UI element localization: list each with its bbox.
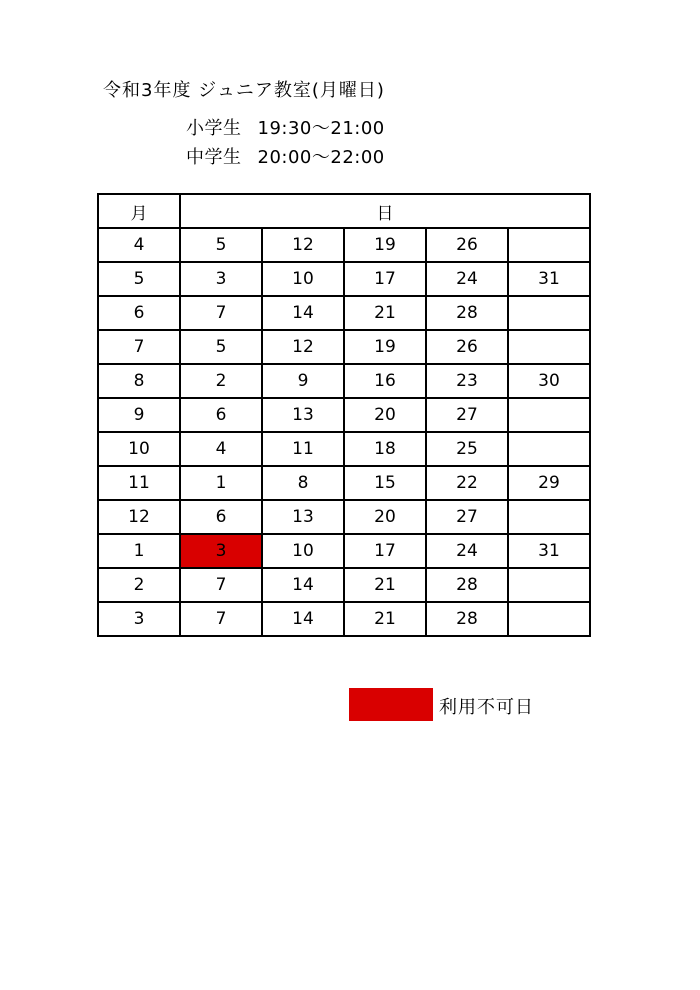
day-cell: 15 bbox=[344, 466, 426, 500]
day-cell-unavailable: 3 bbox=[180, 534, 262, 568]
day-cell: 25 bbox=[426, 432, 508, 466]
month-cell: 7 bbox=[98, 330, 180, 364]
day-cell: 4 bbox=[180, 432, 262, 466]
day-cell: 18 bbox=[344, 432, 426, 466]
time-range: 19:30〜21:00 bbox=[257, 118, 385, 139]
day-cell: 19 bbox=[344, 330, 426, 364]
month-cell: 5 bbox=[98, 262, 180, 296]
day-cell: 3 bbox=[180, 262, 262, 296]
day-cell bbox=[508, 228, 590, 262]
day-cell: 16 bbox=[344, 364, 426, 398]
legend-label: 利用不可日 bbox=[439, 697, 534, 718]
day-cell: 7 bbox=[180, 296, 262, 330]
day-cell bbox=[508, 296, 590, 330]
month-cell: 9 bbox=[98, 398, 180, 432]
table-row bbox=[98, 364, 590, 398]
header-day: 日 bbox=[180, 194, 590, 228]
day-cell: 6 bbox=[180, 500, 262, 534]
day-cell: 27 bbox=[426, 398, 508, 432]
table-row bbox=[98, 330, 590, 364]
day-cell: 5 bbox=[180, 228, 262, 262]
day-cell: 2 bbox=[180, 364, 262, 398]
day-cell: 23 bbox=[426, 364, 508, 398]
day-cell: 14 bbox=[262, 602, 344, 636]
table-row bbox=[98, 500, 590, 534]
unavailable-swatch bbox=[349, 688, 433, 721]
day-cell: 11 bbox=[262, 432, 344, 466]
table-row bbox=[98, 432, 590, 466]
day-cell: 24 bbox=[426, 534, 508, 568]
day-cell: 31 bbox=[508, 262, 590, 296]
grade-label: 中学生 bbox=[186, 147, 242, 168]
month-cell: 1 bbox=[98, 534, 180, 568]
day-cell: 14 bbox=[262, 568, 344, 602]
day-cell: 21 bbox=[344, 296, 426, 330]
day-cell: 19 bbox=[344, 228, 426, 262]
header-month: 月 bbox=[98, 194, 180, 228]
day-cell: 27 bbox=[426, 500, 508, 534]
day-cell bbox=[508, 330, 590, 364]
table-row bbox=[98, 296, 590, 330]
day-cell: 14 bbox=[262, 296, 344, 330]
month-cell: 2 bbox=[98, 568, 180, 602]
table-row bbox=[98, 228, 590, 262]
schedule-elementary bbox=[186, 114, 385, 140]
day-cell: 29 bbox=[508, 466, 590, 500]
day-cell: 1 bbox=[180, 466, 262, 500]
day-cell bbox=[508, 602, 590, 636]
month-cell: 10 bbox=[98, 432, 180, 466]
day-cell: 9 bbox=[262, 364, 344, 398]
day-cell: 28 bbox=[426, 568, 508, 602]
day-cell: 13 bbox=[262, 500, 344, 534]
day-cell: 5 bbox=[180, 330, 262, 364]
time-range: 20:00〜22:00 bbox=[257, 147, 385, 168]
day-cell: 20 bbox=[344, 398, 426, 432]
day-cell: 22 bbox=[426, 466, 508, 500]
table-row bbox=[98, 398, 590, 432]
day-cell: 28 bbox=[426, 296, 508, 330]
grade-label: 小学生 bbox=[186, 118, 242, 139]
day-cell: 21 bbox=[344, 568, 426, 602]
day-cell: 6 bbox=[180, 398, 262, 432]
day-cell: 28 bbox=[426, 602, 508, 636]
day-cell: 24 bbox=[426, 262, 508, 296]
table-row bbox=[98, 262, 590, 296]
schedule-junior-high bbox=[186, 143, 385, 169]
day-cell bbox=[508, 568, 590, 602]
day-cell: 26 bbox=[426, 330, 508, 364]
day-cell: 10 bbox=[262, 262, 344, 296]
day-cell: 12 bbox=[262, 330, 344, 364]
day-cell: 26 bbox=[426, 228, 508, 262]
table-row bbox=[98, 534, 590, 568]
day-cell: 20 bbox=[344, 500, 426, 534]
table-row bbox=[98, 602, 590, 636]
day-cell: 8 bbox=[262, 466, 344, 500]
day-cell: 30 bbox=[508, 364, 590, 398]
month-cell: 6 bbox=[98, 296, 180, 330]
day-cell: 31 bbox=[508, 534, 590, 568]
day-cell bbox=[508, 500, 590, 534]
month-cell: 11 bbox=[98, 466, 180, 500]
day-cell: 21 bbox=[344, 602, 426, 636]
day-cell: 17 bbox=[344, 534, 426, 568]
day-cell bbox=[508, 398, 590, 432]
month-cell: 3 bbox=[98, 602, 180, 636]
month-cell: 12 bbox=[98, 500, 180, 534]
table-row bbox=[98, 466, 590, 500]
day-cell: 7 bbox=[180, 602, 262, 636]
table-header-row bbox=[98, 194, 590, 228]
table-body bbox=[98, 228, 590, 636]
day-cell: 10 bbox=[262, 534, 344, 568]
day-cell bbox=[508, 432, 590, 466]
monthly-schedule-table bbox=[97, 193, 591, 637]
month-cell: 8 bbox=[98, 364, 180, 398]
day-cell: 17 bbox=[344, 262, 426, 296]
month-cell: 4 bbox=[98, 228, 180, 262]
day-cell: 12 bbox=[262, 228, 344, 262]
day-cell: 7 bbox=[180, 568, 262, 602]
table-row bbox=[98, 568, 590, 602]
page-title: 令和3年度 ジュニア教室(月曜日) bbox=[103, 80, 385, 101]
day-cell: 13 bbox=[262, 398, 344, 432]
